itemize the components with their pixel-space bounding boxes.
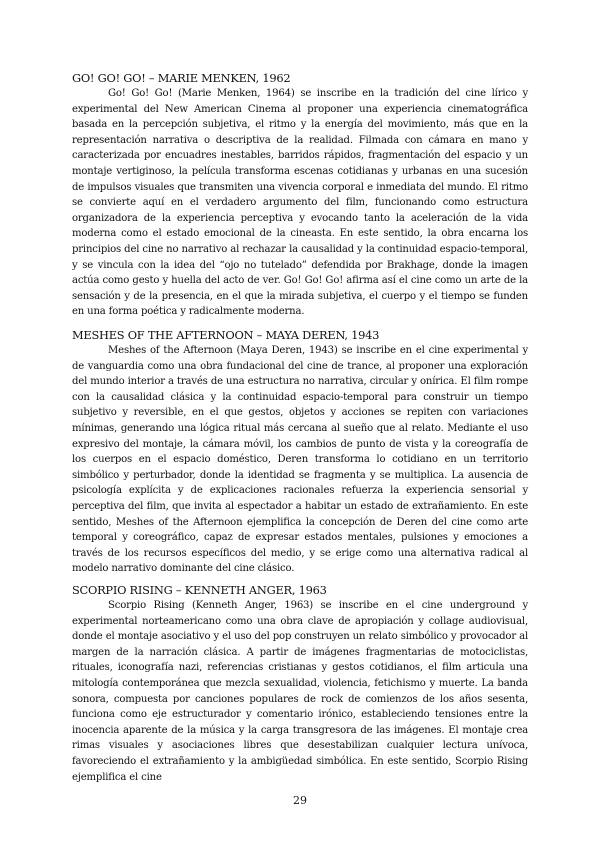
section-meshes-of-the-afternoon <box>72 327 528 577</box>
page-number: 29 <box>293 794 307 807</box>
section-body: Scorpio Rising (Kenneth Anger, 1963) se inscribe en el cine underground y experimental norteamericano como una obra clave de apropiación y collage audiovisual, donde el montaje asociativo y el uso del pop construyen un relato simbólico y provocador al margen de la narración clásica. A partir de imágenes fragmentarias de motociclistas, rituales, iconografía nazi, referencias cristianas y gestos cotidianos, el film articula una mitología contemporánea que mezcla sexualidad, violencia, fetichismo y muerte. La banda sonora, compuesta por canciones populares de rock de comienzos de los años sesenta, funciona como eje estructurador y comentario irónico, estableciendo tensiones entre la inocencia aparente de la música y la carga transgresora de las imágenes. El montaje crea rimas visuales y asociaciones libres que desestabilizan cualquier lectura unívoca, favoreciendo el extrañamiento y la ambigüedad simbólica. En este sentido, Scorpio Rising ejemplifica el cine <box>72 600 528 783</box>
section-heading: GO! GO! GO! – MARIE MENKEN, 1962 <box>72 71 291 85</box>
section-body: Go! Go! Go! (Marie Menken, 1964) se inscribe en la tradición del cine lírico y experimental del New American Cinema al proponer una experiencia cinematográfica basada en la percepción subjetiva, el ritmo y la energía del movimiento, más que en la representación narrativa o descriptiva de la realidad. Filmada con cámara en mano y caracterizada por encuadres inestables, barridos rápidos, fragmentación del espacio y un montaje vertiginoso, la película transforma escenas cotidianas y urbanas en una sucesión de impulsos visuales que transmiten una vivencia corporal e inmediata del mundo. El ritmo se convierte aquí en el verdadero argumento del film, funcionando como estructura organizadora de la experiencia perceptiva y evocando tanto la aceleración de la vida moderna como el estado emocional de la cineasta. En este sentido, la obra encarna los principios del cine no narrativo al rechazar la causalidad y la continuidad espacio-temporal, y se vincula con la idea del “ojo no tutelado” defendida por Brakhage, donde la imagen actúa como gesto y huella del acto de ver. Go! Go! Go! afirma así el cine como un arte de la sensación y de la presencia, en el que la mirada subjetiva, el cuerpo y el tiempo se funden en una forma poética y radicalmente moderna. <box>72 88 528 318</box>
section-heading: SCORPIO RISING – KENNETH ANGER, 1963 <box>72 583 327 597</box>
section-heading: MESHES OF THE AFTERNOON – MAYA DEREN, 1943 <box>72 328 380 342</box>
section-body: Meshes of the Afternoon (Maya Deren, 1943) se inscribe en el cine experimental y de vanguardia como una obra fundacional del cine de trance, al proponer una exploración del mundo interior a través de una estructura no narrativa, circular y onírica. El film rompe con la causalidad clásica y la continuidad espacio-temporal para construir un tiempo subjetivo y reversible, en el que gestos, objetos y acciones se repiten con variaciones mínimas, generando una lógica ritual más cercana al sueño que al relato. Mediante el uso expresivo del montaje, la cámara móvil, los cambios de punto de vista y la coreografía de los cuerpos en el espacio doméstico, Deren transforma lo cotidiano en un territorio simbólico y perturbador, donde la identidad se fragmenta y se multiplica. La ausencia de psicología explícita y de explicaciones racionales refuerza la experiencia sensorial y perceptiva del film, que invita al espectador a habitar un estado de extrañamiento. En este sentido, Meshes of the Afternoon ejemplifica la concepción de Deren del cine como arte temporal y coreográfico, capaz de expresar estados mentales, pulsiones y emociones a través de los recursos específicos del medio, y se erige como una alternativa radical al modelo narrativo dominante del cine clásico. <box>72 345 528 575</box>
section-scorpio-rising <box>72 582 528 785</box>
section-go-go-go <box>72 70 528 320</box>
